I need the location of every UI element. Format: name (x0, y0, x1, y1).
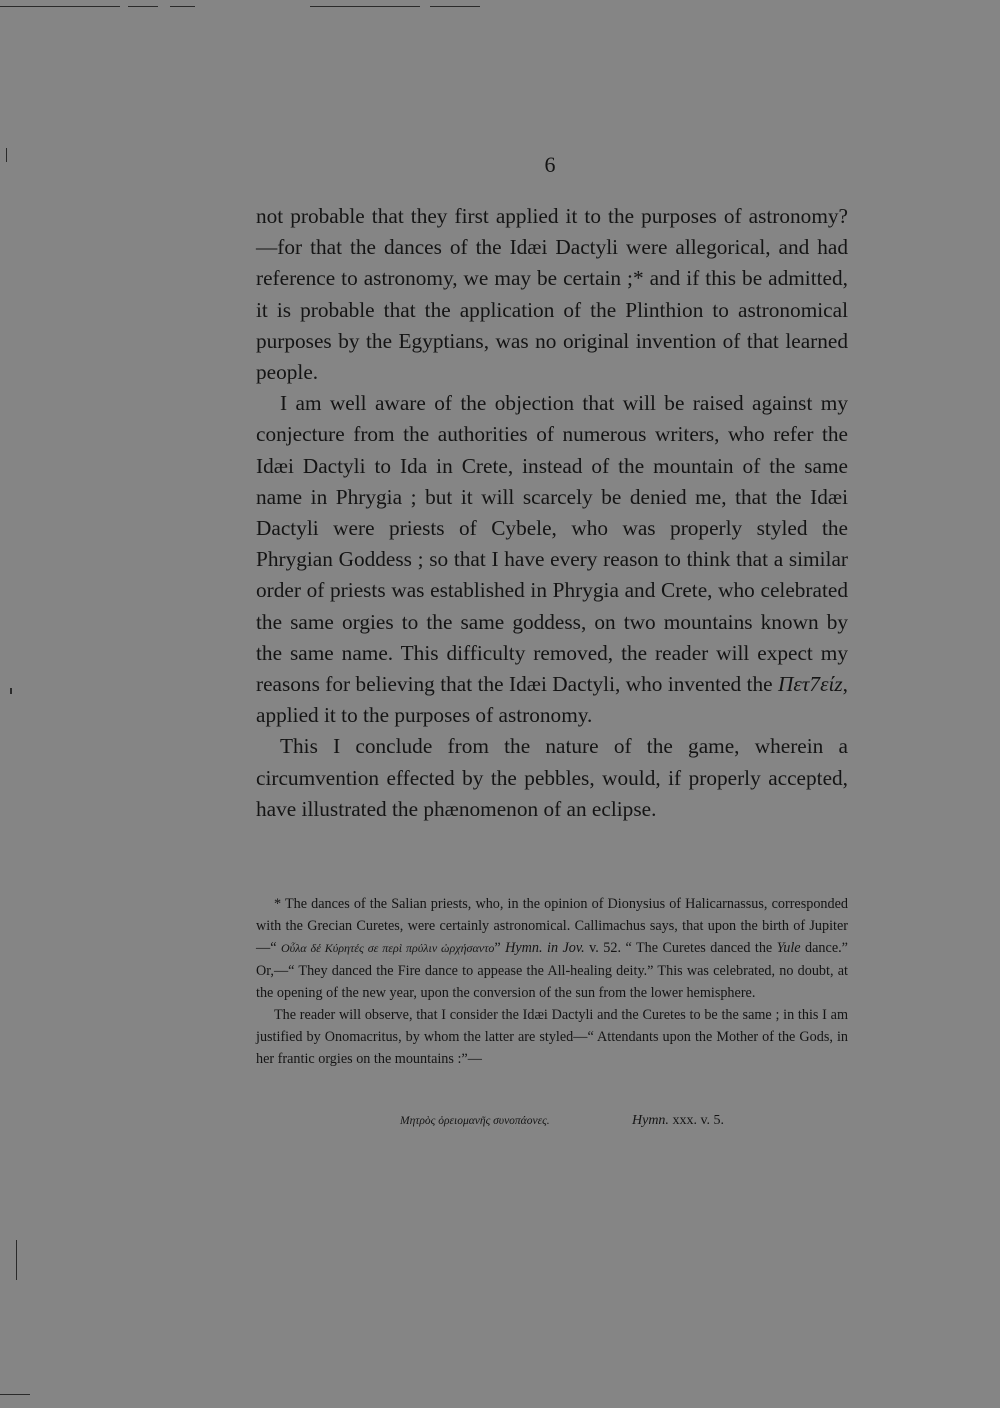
footnote: The reader will observe, that I consider the Idæi Dactyli and the Curetes to be the same ; in this I am justified by Onomacritus, by whom the latter are styled—“ Attendants upon the Mother of the Gods, in her frantic orgies on the mountains :”— (256, 1007, 848, 1068)
margin-mark (10, 688, 12, 694)
paragraph: I am well aware of the objection that will be raised against my conjecture from the authorities of numerous writers, who refer the Idæi Dactyli to Ida in Crete, instead of the mountain of the same name in Phrygia ; but it will scarcely be denied me, that the Idæi Dactyli were priests of Cybele, who was properly styled the Phrygian Goddess ; so that I have every reason to think that a similar order of priests was established in Phrygia and Crete, who celebrated the same orgies to the same goddess, on two mountains known by the same name. This difficulty removed, the reader will expect my reasons for believing that the Idæi Dactyli, who invented the Πετ7είz, applied it to the purposes of astronomy. (256, 391, 848, 728)
top-rule (0, 6, 1000, 8)
greek-word: Πετ7είz (778, 672, 843, 697)
body-text (256, 201, 848, 825)
margin-mark (16, 1240, 17, 1280)
greek-citation (400, 1113, 860, 1129)
footnote: * The dances of the Salian priests, who, in the opinion of Dionysius of Halicarnassus, corresponded with the Grecian Curetes, were certainly astronomical. Callimachus says, that upon the birth of Jupiter—“ Οὖλα δέ Κύρητές σε περὶ πρύλιν ὠρχήσαντο” Hymn. in Jov. v. 52. “ The Curetes danced the Yule dance.” Or,—“ They danced the Fire dance to appease the All-healing deity.” This was celebrated, no doubt, at the opening of the new year, upon the conversion of the sun from the lower hemisphere. (256, 896, 848, 1001)
paragraph: This I conclude from the nature of the game, wherein a circumvention effected by the pebbles, would, if properly accepted, have illustrated the phænomenon of an eclipse. (256, 734, 848, 821)
greek-quote: Οὖλα δέ Κύρητές σε περὶ πρύλιν ὠρχήσαντο (280, 941, 495, 956)
paragraph: not probable that they first applied it to the purposes of astronomy?—for that the dances of the Idæi Dactyli were allegorical, and had reference to astronomy, we may be certain ;* and if this be admitted, it is probable that the application of the Plinthion to astronomical purposes by the Egyptians, was no original invention of that learned people. (256, 204, 848, 385)
greek-quote: Μητρὸς ὀρειομανῆς συνοπάονες. (400, 1115, 550, 1127)
page-number: 6 (544, 152, 556, 177)
citation: Hymn. in Jov. (505, 940, 585, 957)
footnotes (256, 893, 848, 1071)
citation: Hymn. xxx. v. 5. (632, 1113, 725, 1128)
margin-mark (0, 1394, 30, 1395)
